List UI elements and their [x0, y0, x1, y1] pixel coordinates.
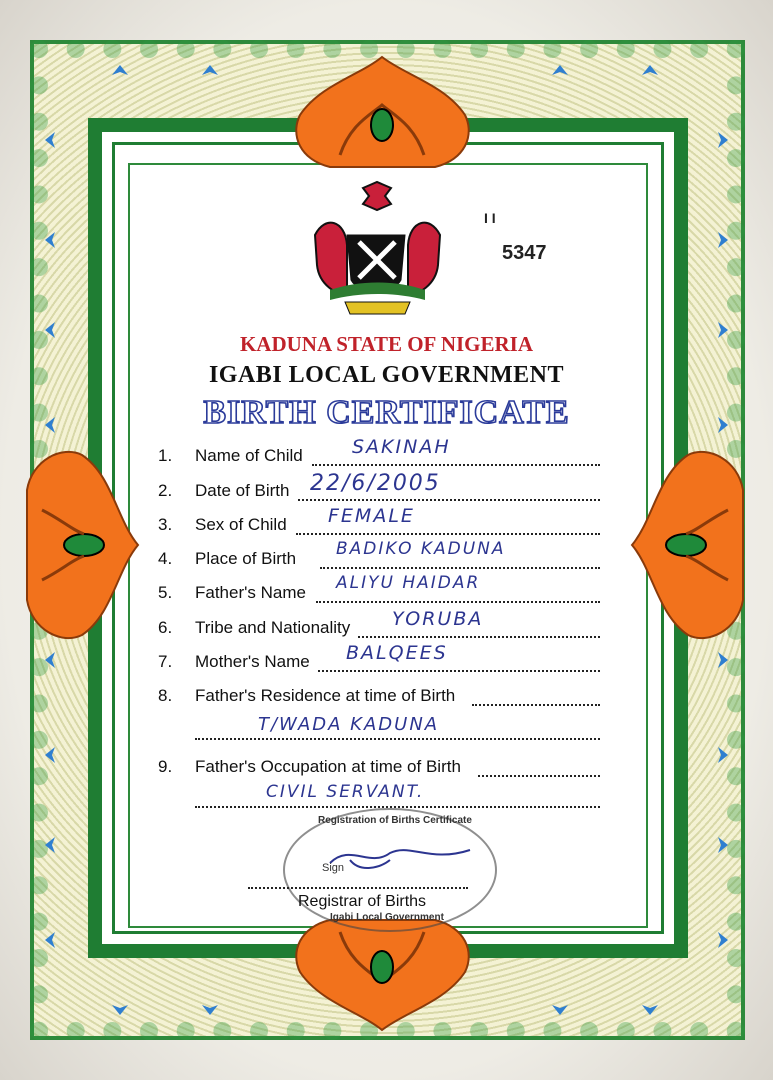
top-orange-ornament [290, 55, 475, 175]
field-dotted-line [320, 567, 600, 569]
left-orange-ornament [22, 450, 140, 640]
field-dotted-line [472, 704, 600, 706]
field-label: Father's Occupation at time of Birth [195, 757, 461, 776]
field-number: 4. [158, 549, 173, 568]
field-label: Father's Name [195, 583, 306, 602]
stamp-bottom-text: Igabi Local Government [330, 912, 444, 923]
field-label: Name of Child [195, 446, 303, 465]
sign-label: Sign [322, 862, 345, 874]
field-dotted-line [296, 533, 600, 535]
field-value: ALIYU HAIDAR [336, 573, 481, 593]
field-dotted-line [316, 601, 600, 603]
certificate-title: BIRTH CERTIFICATE [203, 394, 570, 431]
field-label: Mother's Name [195, 652, 310, 671]
field-value: BADIKO KADUNA [336, 539, 506, 559]
field-value: BALQEES [346, 642, 448, 664]
field-number: 3. [158, 515, 173, 534]
tick-marks: I I [484, 210, 496, 226]
field-label: Date of Birth [195, 481, 290, 500]
field-number: 2. [158, 481, 173, 500]
field-value: T/WADA KADUNA [258, 714, 440, 735]
field-number: 6. [158, 618, 173, 637]
field-value: 22/6/2005 [310, 471, 441, 496]
serial-number: 5347 [502, 242, 547, 264]
field-label: Tribe and Nationality [195, 618, 351, 637]
field-number: 7. [158, 652, 173, 671]
coat-of-arms-emblem [305, 180, 450, 325]
field-value: CIVIL SERVANT. [266, 782, 425, 802]
right-orange-ornament [630, 450, 748, 640]
field-dotted-line [312, 464, 600, 466]
lga-title: IGABI LOCAL GOVERNMENT [208, 362, 565, 388]
field-value: SAKINAH [352, 436, 451, 458]
registrar-label: Registrar of Births [298, 893, 427, 910]
field-label: Father's Residence at time of Birth [195, 686, 456, 705]
field-value: FEMALE [328, 505, 415, 527]
signature-dotted-line [248, 887, 468, 889]
stamp-top-text: Registration of Births Certificate [318, 815, 472, 826]
field-label: Sex of Child [195, 515, 287, 534]
field-dotted-line [358, 636, 600, 638]
field-value: YORUBA [392, 608, 484, 630]
state-title: KADUNA STATE OF NIGERIA [239, 332, 534, 356]
field-number: 5. [158, 583, 173, 602]
field-dotted-line [298, 499, 600, 501]
field-number: 8. [158, 686, 173, 705]
field-dotted-line [478, 775, 600, 777]
field-label: Place of Birth [195, 549, 297, 568]
field-dotted-line [195, 738, 600, 740]
field-number: 9. [158, 757, 173, 776]
field-number: 1. [158, 446, 173, 465]
field-dotted-line [318, 670, 600, 672]
